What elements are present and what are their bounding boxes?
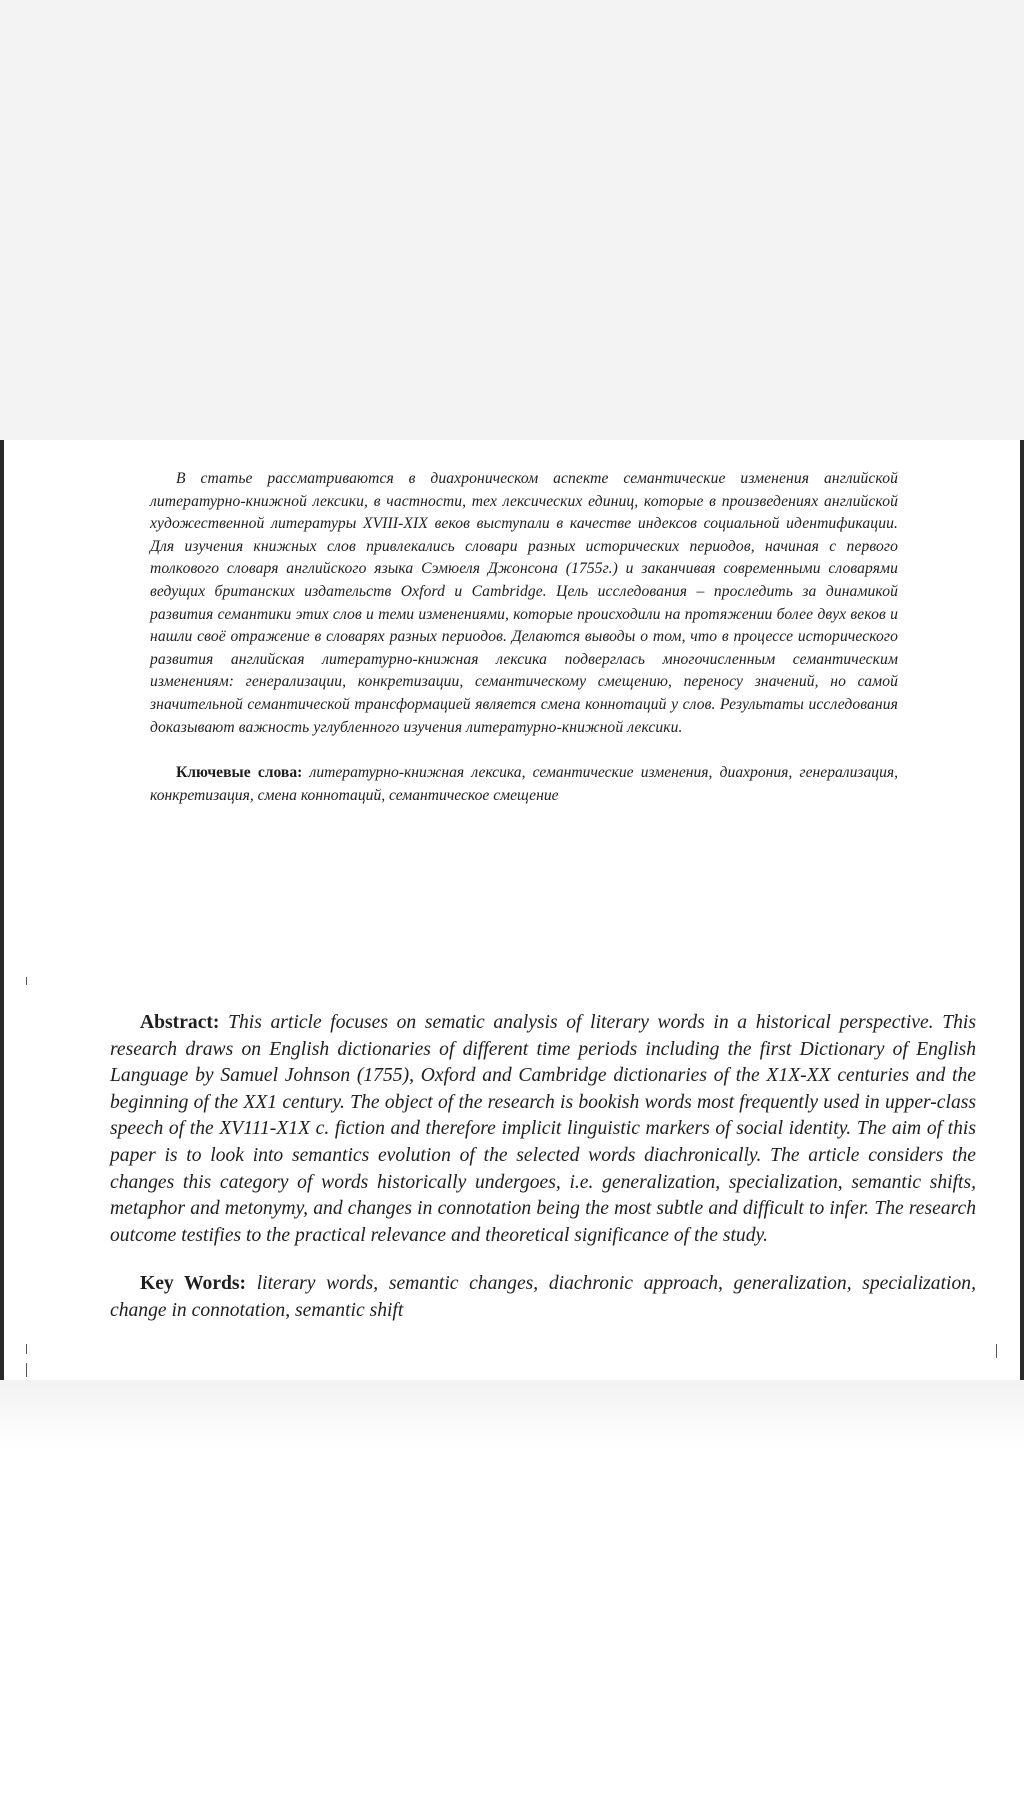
english-abstract [110, 1010, 976, 1249]
russian-keywords [150, 762, 898, 807]
page-right-edge [1020, 440, 1024, 1380]
scan-mark [26, 977, 27, 985]
russian-abstract-section [150, 468, 898, 807]
scan-mark [26, 1363, 27, 1377]
scan-mark [26, 1344, 27, 1354]
russian-abstract-text: В статье рассматриваются в диахроническом аспекте семантические изменения английской литературно-книжной лексики, в частности, тех лексических единиц, которые в произведениях английской художественной литературы XVIII-XIX веков выступали в качестве индексов социальной идентификации. Для изучения книжных слов привлекались словари разных исторических периодов, начиная с первого толкового словаря английского языка Сэмюеля Джонсона (1755г.) и заканчивая современными словарями ведущих британских издательств Oxford и Cambridge. Цель исследования – проследить за динамикой развития семантики этих слов и теми изменениями, которые происходили на протяжении более двух веков и нашли своё отражение в словарях разных периодов. Делаются выводы о том, что в процессе исторического развития английская литературно-книжная лексика подверглась многочисленным семантическим изменениям: генерализации, конкретизации, семантическому смещению, переносу значений, но самой значительной семантической трансформацией является смена коннотаций у слов. Результаты исследования доказывают важность углубленного изучения литературно-книжной лексики. [150, 470, 898, 736]
page-left-edge [0, 440, 4, 1380]
english-abstract-label: Abstract: [140, 1012, 220, 1033]
english-abstract-section [110, 1010, 976, 1325]
scan-mark [996, 1344, 997, 1358]
english-keywords [110, 1271, 976, 1324]
english-keywords-label: Key Words: [140, 1273, 247, 1295]
top-blank-area [0, 0, 1024, 440]
page-fold-shadow [0, 1380, 1024, 1450]
russian-keywords-list: литературно-книжная лексика, семантические изменения, диахрония, генерализация, конкретизация, смена коннотаций, семантическое смещение [150, 764, 899, 804]
russian-keywords-label: Ключевые слова: [176, 764, 303, 782]
english-abstract-text: This article focuses on sematic analysis of literary words in a historical perspective. This research draws on English dictionaries of different time periods including the first Dictionary of English Language by Samuel Johnson (1755), Oxford and Cambridge dictionaries of the X1X-XX centuries and the beginning of the XX1 century. The object of the research is bookish words most frequently used in upper-class speech of the XV111-X1X c. fiction and therefore implicit linguistic markers of social identity. The aim of this paper is to look into semantics evolution of the selected words diachronically. The article considers the changes this category of words historically undergoes, i.e. generalization, specialization, semantic shifts, metaphor and metonymy, and changes in connotation being the most subtle and difficult to infer. The research outcome testifies to the practical relevance and theoretical significance of the study. [110, 1012, 976, 1246]
english-keywords-list: literary words, semantic changes, diachronic approach, generalization, specialization, change in connotation, semantic shift [110, 1273, 976, 1321]
